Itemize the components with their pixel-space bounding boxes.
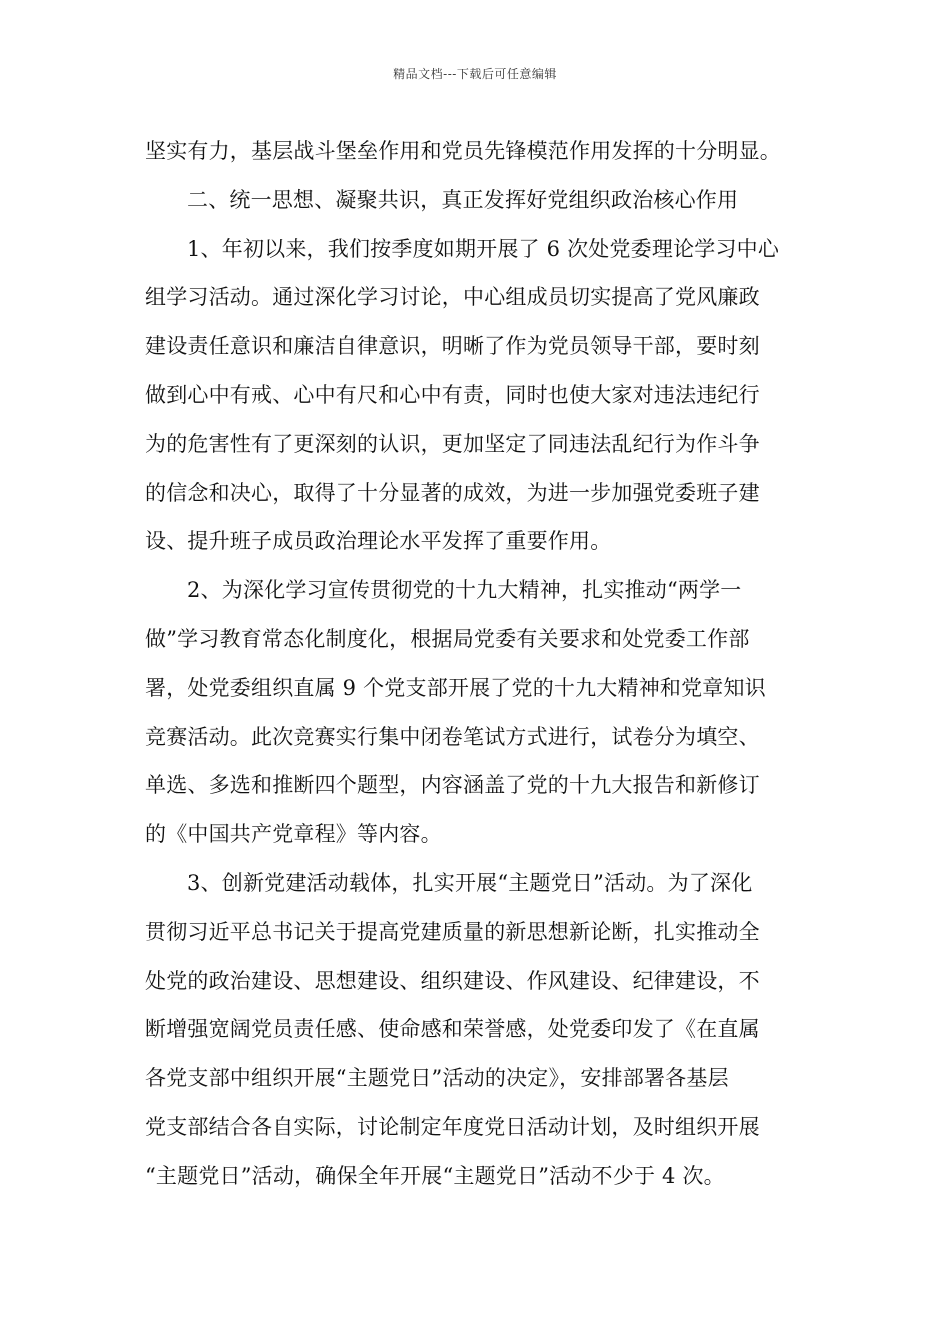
- text-line: 的信念和决心，取得了十分显著的成效，为进一步加强党委班子建: [145, 480, 760, 505]
- text-line: 竞赛活动。此次竞赛实行集中闭卷笔试方式进行，试卷分为填空、: [145, 724, 760, 749]
- text-line: 党支部结合各自实际，讨论制定年度党日活动计划，及时组织开展: [145, 1114, 760, 1139]
- text-line: 署，处党委组织直属 9 个党支部开展了党的十九大精神和党章知识: [145, 675, 766, 700]
- text-line: 单选、多选和推断四个题型，内容涵盖了党的十九大报告和新修订: [145, 773, 760, 798]
- text-line: 坚实有力，基层战斗堡垒作用和党员先锋模范作用发挥的十分明显。: [145, 139, 781, 163]
- text-line: 为的危害性有了更深刻的认识，更加坚定了同违法乱纪行为作斗争: [145, 431, 760, 456]
- text-line: 设、提升班子成员政治理论水平发挥了重要作用。: [145, 529, 612, 554]
- text-line: 1、年初以来，我们按季度如期开展了 6 次处党委理论学习中心: [187, 236, 780, 261]
- text-line: 断增强宽阔党员责任感、使命感和荣誉感，处党委印发了《在直属: [145, 1017, 760, 1042]
- text-line: 的《中国共产党章程》等内容。: [145, 822, 442, 847]
- text-line: 建设责任意识和廉洁自律意识，明晰了作为党员领导干部，要时刻: [145, 334, 760, 359]
- text-line: 组学习活动。通过深化学习讨论，中心组成员切实提高了党风廉政: [145, 285, 760, 310]
- text-line: 处党的政治建设、思想建设、组织建设、作风建设、纪律建设，不: [145, 968, 760, 993]
- text-line: 做”学习教育常态化制度化，根据局党委有关要求和处党委工作部: [145, 626, 750, 651]
- section-heading: 二、统一思想、凝聚共识，真正发挥好党组织政治核心作用: [187, 187, 739, 212]
- page-header: 精品文档---下载后可任意编辑: [393, 67, 557, 81]
- text-line: “主题党日”活动，确保全年开展“主题党日”活动不少于 4 次。: [145, 1163, 725, 1188]
- text-line: 各党支部中组织开展“主题党日”活动的决定》，安排部署各基层: [145, 1066, 729, 1091]
- document-body: [145, 127, 810, 1201]
- text-line: 3、创新党建活动载体，扎实开展“主题党日”活动。为了深化: [187, 870, 753, 895]
- text-line: 2、为深化学习宣传贯彻党的十九大精神，扎实推动“两学一: [187, 578, 742, 603]
- text-line: 做到心中有戒、心中有尺和心中有责，同时也使大家对违法违纪行: [145, 382, 760, 407]
- text-line: 贯彻习近平总书记关于提高党建质量的新思想新论断，扎实推动全: [145, 919, 760, 944]
